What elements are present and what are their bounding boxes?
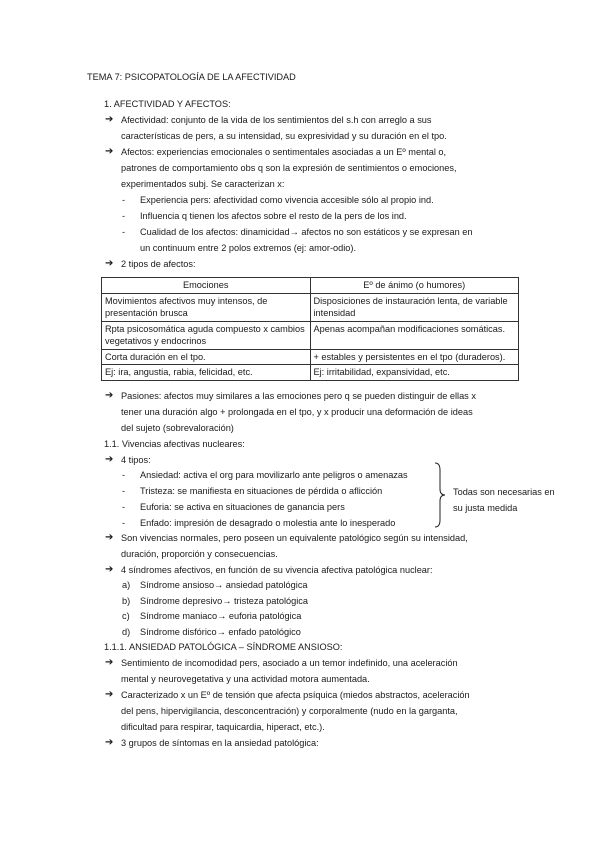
table-cell: Ej: ira, angustia, rabia, felicidad, etc. <box>102 365 311 381</box>
arrow-icon: ➔ <box>105 390 114 401</box>
table-cell: Apenas acompañan modificaciones somáticas. <box>310 321 519 349</box>
vivencia-euforia: Euforia: se activa en situaciones de ganancia pers <box>140 502 345 512</box>
arrow-icon: ➔ <box>105 737 114 748</box>
tipos-afectos: 2 tipos de afectos: <box>121 259 196 269</box>
pasiones-line-2: tener una duración algo + prolongada en el tpo, y x producir una deformación de ideas <box>121 407 473 417</box>
dash-bullet: - <box>122 470 126 480</box>
dash-bullet: - <box>122 502 126 512</box>
arrow-icon: ➔ <box>105 689 114 700</box>
table-cell: Rpta psicosomática aguda compuesto x cambios vegetativos y endocrinos <box>102 321 311 349</box>
table-row <box>102 365 519 381</box>
sindromes-intro: 4 síndromes afectivos, en función de su vivencia afectiva patológica nuclear: <box>121 565 433 575</box>
sindrome-disforico: Síndrome disfórico→ enfado patológico <box>140 627 301 637</box>
sindrome-ansioso: Síndrome ansioso→ ansiedad patológica <box>140 580 308 590</box>
arrow-icon: ➔ <box>105 258 114 269</box>
normales-line-1: Son vivencias normales, pero poseen un equivalente patológico según su intensidad, <box>121 533 468 543</box>
pasiones-line-1: Pasiones: afectos muy similares a las emociones pero q se pueden distinguir de ellas x <box>121 391 476 401</box>
sindrome-depresivo: Síndrome depresivo→ tristeza patológica <box>140 596 309 606</box>
table-header-cell: Emociones <box>102 278 311 294</box>
list-letter: c) <box>122 611 130 621</box>
table-cell: Ej: irritabilidad, expansividad, etc. <box>310 365 519 381</box>
arrow-icon: ➔ <box>105 454 114 465</box>
page-title: TEMA 7: PSICOPATOLOGÍA DE LA AFECTIVIDAD <box>87 72 296 82</box>
pasiones-line-3: del sujeto (sobrevaloración) <box>121 423 234 433</box>
dash-bullet: - <box>122 195 126 205</box>
list-letter: b) <box>122 596 131 606</box>
sindrome-maniaco: Síndrome maniaco→ euforia patológica <box>140 611 302 621</box>
arrow-icon: ➔ <box>105 564 114 575</box>
ansiedad-b2-line-3: dificultad para respirar, taquicardia, hiperact, etc.). <box>121 722 325 732</box>
cuatro-tipos: 4 tipos: <box>121 455 151 465</box>
caracteristica-1: Experiencia pers: afectividad como vivencia accesible sólo al propio ind. <box>140 195 434 205</box>
arrow-icon: ➔ <box>105 114 114 125</box>
table-cell: Corta duración en el tpo. <box>102 349 311 365</box>
right-brace-icon <box>433 462 447 528</box>
ansiedad-b1-line-1: Sentimiento de incomodidad pers, asociado a un temor indefinido, una aceleración <box>121 658 458 668</box>
caracteristica-3-line-2: un continuum entre 2 polos extremos (ej: amor-odio). <box>140 243 357 253</box>
table-cell: Disposiciones de instauración lenta, de variable intensidad <box>310 293 519 321</box>
table-header-row <box>102 278 519 294</box>
afectos-line-1: Afectos: experiencias emocionales o sentimentales asociadas a un Eº mental o, <box>121 147 447 157</box>
brace-note-line-2: su justa medida <box>453 503 518 513</box>
dash-bullet: - <box>122 211 126 221</box>
ansiedad-b2-line-2: del pens, hipervigilancia, desconcentración) y corporalmente (nudo en la garganta, <box>121 706 458 716</box>
afectos-table <box>101 277 519 381</box>
table-row <box>102 293 519 321</box>
arrow-icon: ➔ <box>105 657 114 668</box>
list-letter: d) <box>122 627 131 637</box>
list-letter: a) <box>122 580 131 590</box>
dash-bullet: - <box>122 227 126 237</box>
section-heading-1: 1. AFECTIVIDAD Y AFECTOS: <box>104 99 231 109</box>
vivencia-tristeza: Tristeza: se manifiesta en situaciones de pérdida o aflicción <box>140 486 383 496</box>
section-heading-1-1: 1.1. Vivencias afectivas nucleares: <box>104 439 245 449</box>
ansiedad-b1-line-2: mental y neurovegetativa y una actividad motora aumentada. <box>121 674 370 684</box>
afectividad-line-1: Afectividad: conjunto de la vida de los sentimientos del s.h con arreglo a sus <box>121 115 432 125</box>
section-heading-1-1-1: 1.1.1. ANSIEDAD PATOLÓGICA – SÍNDROME ANSIOSO: <box>104 642 343 652</box>
table-cell: Movimientos afectivos muy intensos, de presentación brusca <box>102 293 311 321</box>
ansiedad-b3: 3 grupos de síntomas en la ansiedad patológica: <box>121 738 319 748</box>
arrow-icon: ➔ <box>105 532 114 543</box>
table-row <box>102 321 519 349</box>
afectos-line-2: patrones de comportamiento obs q son la expresión de sentimientos o emociones, <box>121 163 457 173</box>
brace-note-line-1: Todas son necesarias en <box>453 487 555 497</box>
caracteristica-3-line-1: Cualidad de los afectos: dinamicidad→ afectos no son estáticos y se expresan en <box>140 227 473 237</box>
vivencia-enfado: Enfado: impresión de desagrado o molestia ante lo inesperado <box>140 518 396 528</box>
normales-line-2: duración, proporción y consecuencias. <box>121 549 278 559</box>
vivencia-ansiedad: Ansiedad: activa el org para movilizarlo ante peligros o amenazas <box>140 470 408 480</box>
caracteristica-2: Influencia q tienen los afectos sobre el resto de la pers de los ind. <box>140 211 407 221</box>
table-row <box>102 349 519 365</box>
dash-bullet: - <box>122 486 126 496</box>
dash-bullet: - <box>122 518 126 528</box>
arrow-icon: ➔ <box>105 146 114 157</box>
table-header-cell: Eº de ánimo (o humores) <box>310 278 519 294</box>
table-cell: + estables y persistentes en el tpo (duraderos). <box>310 349 519 365</box>
afectividad-line-2: características de pers, a su intensidad, su expresividad y su duración en el tpo. <box>121 131 447 141</box>
afectos-line-3: experimentados subj. Se caracterizan x: <box>121 179 285 189</box>
ansiedad-b2-line-1: Caracterizado x un Eº de tensión que afecta psíquica (miedos abstractos, aceleración <box>121 690 470 700</box>
